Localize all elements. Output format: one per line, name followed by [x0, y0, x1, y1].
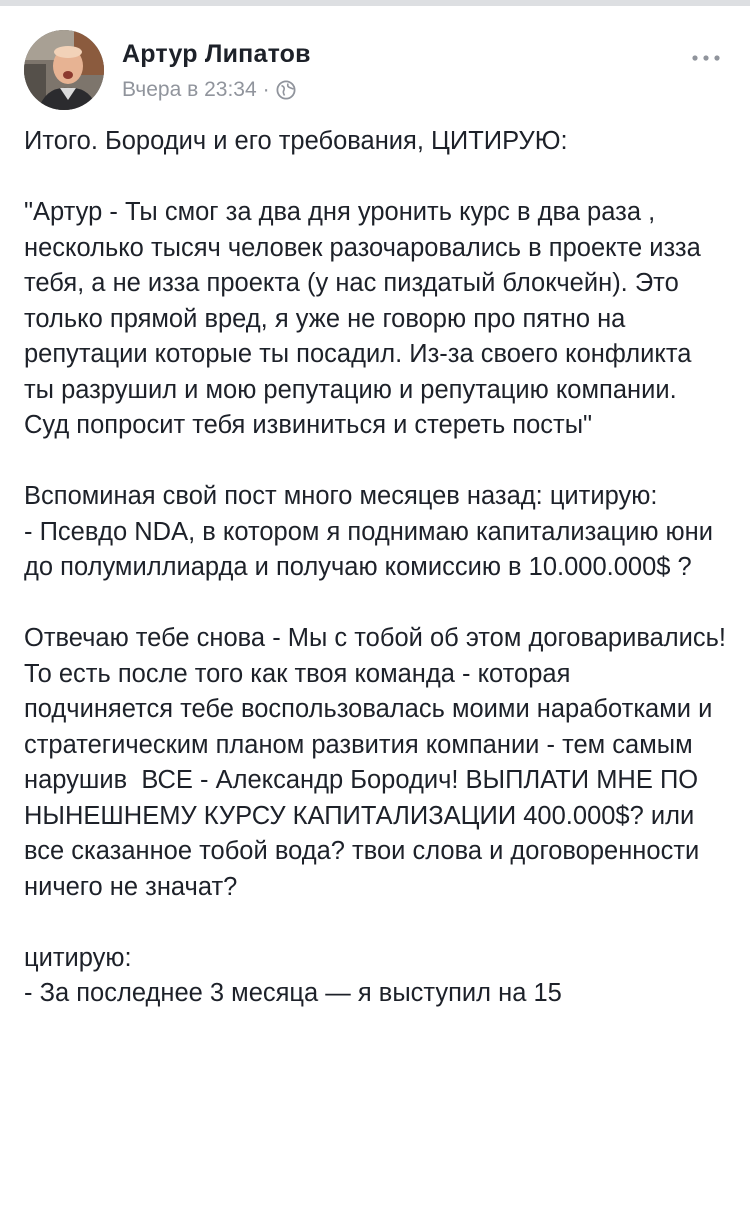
avatar-photo — [24, 30, 104, 110]
post-meta — [122, 76, 296, 104]
author-avatar[interactable] — [24, 30, 104, 110]
meta-separator: · — [262, 78, 270, 101]
more-options-button[interactable] — [686, 44, 726, 72]
more-options-icon — [691, 54, 721, 62]
post-body-text: Итого. Бородич и его требования, ЦИТИРУЮ: "Артур - Ты смог за два дня уронить курс в два раза , несколько тысяч человек разочаровались в проекте изза тебя, а не изза проекта (у нас пиздатый блокчейн). Это только прямой вред, я уже не говорю про пятно на репутации которые ты посадил. Из-за своего конфликта ты разрушил и мою репутацию и репутацию компании. Суд попросит тебя извиниться и стереть посты" Вспоминая свой пост много месяцев назад: цитирую: - Псевдо NDA, в котором я поднимаю капитализацию юни до полумиллиарда и получаю комиссию в 10.000.000$ ? Отвечаю тебе снова - Мы с тобой об этом договаривались! То есть после того как твоя команда - которая подчиняется тебе воспользовалась моими наработками и стратегическим планом развития компании - тем самым нарушив ВСЕ - Александр Бородич! ВЫПЛАТИ МНЕ ПО НЫНЕШНЕМУ КУРСУ КАПИТАЛИЗАЦИИ 400.000$? или все сказанное тобой вода? твои слова и договоренности ничего не значат? цитирую: - За последнее 3 месяца — я выступил на 15 — [24, 127, 727, 1007]
post-header — [24, 30, 726, 114]
post-timestamp[interactable]: Вчера в 23:34 — [122, 78, 257, 101]
post-card — [0, 6, 750, 1206]
author-name[interactable]: Артур Липатов — [122, 40, 311, 68]
globe-icon — [276, 80, 296, 100]
